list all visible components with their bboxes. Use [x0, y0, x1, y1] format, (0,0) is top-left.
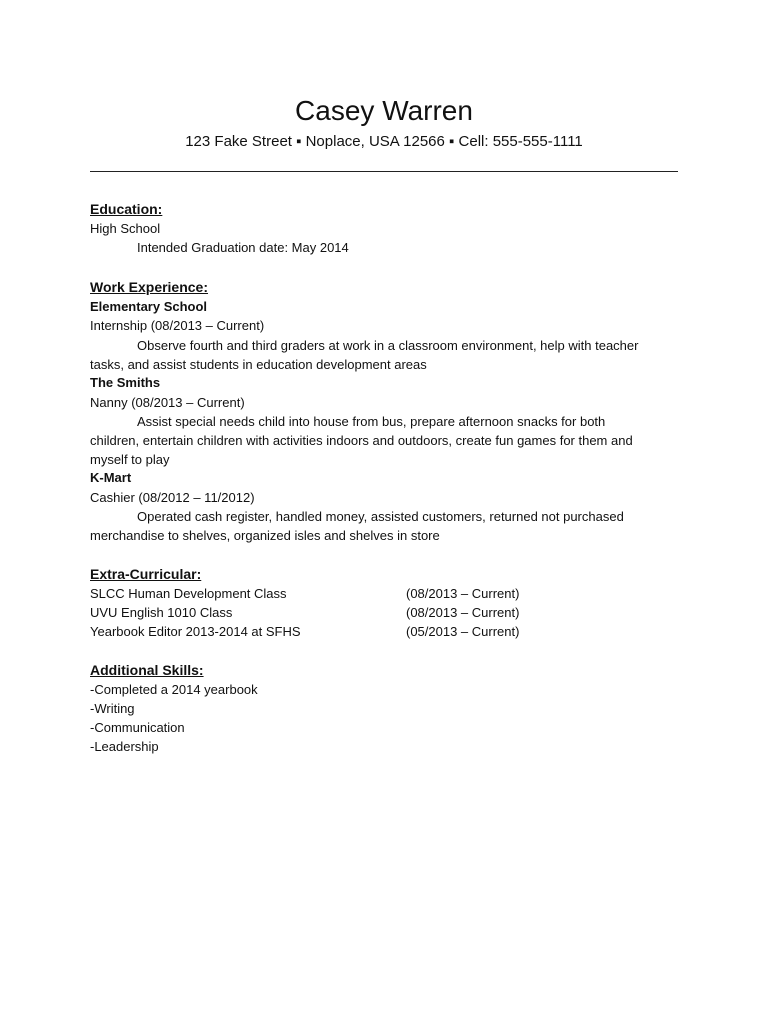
header-divider — [90, 171, 678, 172]
job-description-line: merchandise to shelves, organized isles and shelves in store — [90, 528, 440, 543]
skill-item: -Completed a 2014 yearbook — [90, 682, 258, 697]
job-description-line: Observe fourth and third graders at work in a classroom environment, help with teacher — [137, 338, 639, 353]
activity-name: SLCC Human Development Class — [90, 586, 287, 601]
activity-dates: (05/2013 – Current) — [406, 624, 520, 639]
activity-dates: (08/2013 – Current) — [406, 605, 520, 620]
skill-item: -Communication — [90, 720, 185, 735]
work-heading: Work Experience: — [90, 279, 209, 295]
job-description-line: Assist special needs child into house from bus, prepare afternoon snacks for both — [137, 414, 606, 429]
extracurricular-heading: Extra-Curricular: — [90, 566, 202, 582]
contact-line: 123 Fake Street ▪ Noplace, USA 12566 ▪ Cell: 555-555-1111 — [185, 133, 583, 150]
skill-item: -Leadership — [90, 739, 159, 754]
job-description-line: tasks, and assist students in education development areas — [90, 357, 427, 372]
job-description-line: children, entertain children with activities indoors and outdoors, create fun games for them and — [90, 433, 633, 448]
skill-item: -Writing — [90, 701, 135, 716]
job-title: Cashier (08/2012 – 11/2012) — [90, 490, 255, 505]
skills-heading: Additional Skills: — [90, 662, 204, 678]
education-heading: Education: — [90, 201, 163, 217]
activity-name: Yearbook Editor 2013-2014 at SFHS — [90, 624, 301, 639]
activity-dates: (08/2013 – Current) — [406, 586, 520, 601]
job-employer: Elementary School — [90, 299, 208, 314]
job-description-line: myself to play — [90, 452, 170, 467]
job-title: Nanny (08/2013 – Current) — [90, 395, 245, 410]
education-school: High School — [90, 221, 161, 236]
job-description-line: Operated cash register, handled money, assisted customers, returned not purchased — [137, 509, 624, 524]
job-employer: The Smiths — [90, 375, 161, 390]
activity-name: UVU English 1010 Class — [90, 605, 233, 620]
resume-name: Casey Warren — [295, 95, 473, 126]
job-employer: K-Mart — [90, 470, 132, 485]
education-graduation: Intended Graduation date: May 2014 — [137, 240, 349, 255]
job-title: Internship (08/2013 – Current) — [90, 318, 265, 333]
